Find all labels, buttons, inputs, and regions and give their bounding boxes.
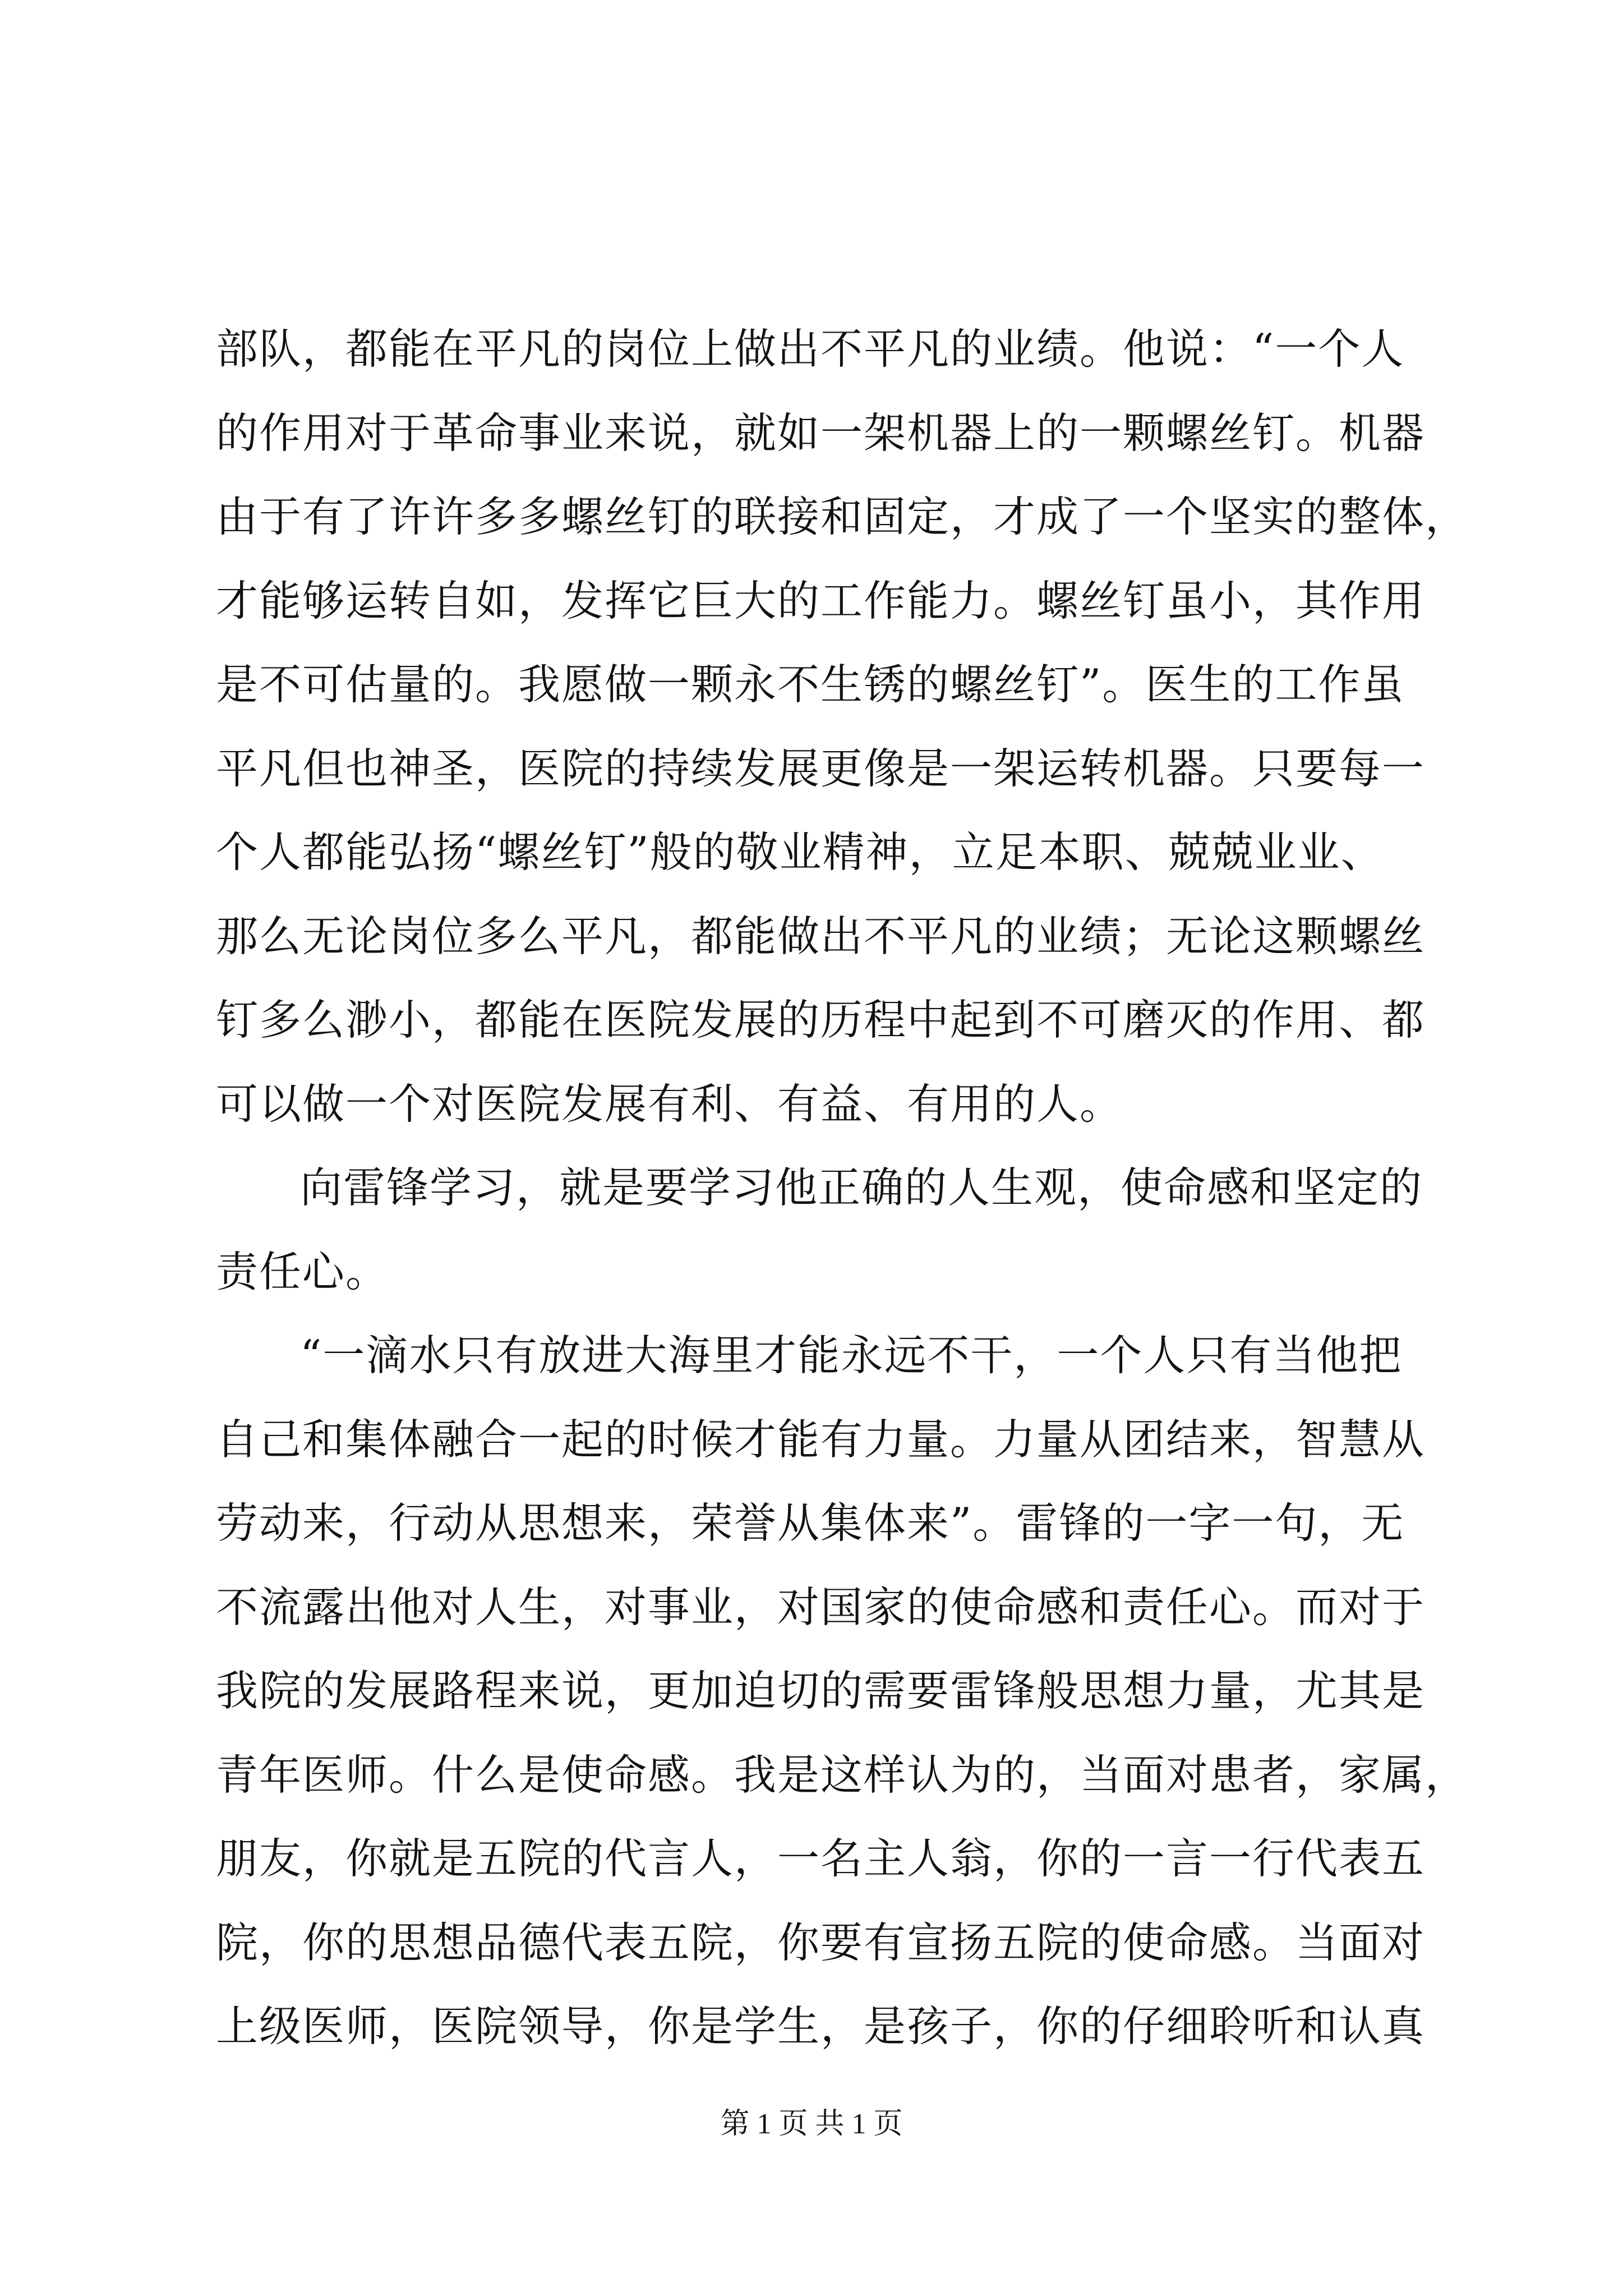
text-line: 那么无论岗位多么平凡，都能做出不平凡的业绩；无论这颗螺丝 bbox=[216, 911, 1426, 961]
text-line: 青年医师。什么是使命感。我是这样认为的，当面对患者，家属， bbox=[216, 1750, 1469, 1800]
document-body bbox=[216, 307, 1469, 2069]
text-line: 上级医师，医院领导，你是学生，是孩子，你的仔细聆听和认真 bbox=[216, 2001, 1426, 2051]
text-line: 责任心。 bbox=[216, 1246, 389, 1296]
text-line: 部队，都能在平凡的岗位上做出不平凡的业绩。他说：“一个人 bbox=[216, 324, 1405, 374]
text-line: 朋友，你就是五院的代言人，一名主人翁，你的一言一行代表五 bbox=[216, 1834, 1426, 1883]
text-line: 不流露出他对人生，对事业，对国家的使命感和责任心。而对于 bbox=[216, 1582, 1426, 1632]
text-line: 自己和集体融合一起的时候才能有力量。力量从团结来，智慧从 bbox=[216, 1414, 1426, 1464]
text-line: 平凡但也神圣，医院的持续发展更像是一架运转机器。只要每一 bbox=[216, 743, 1426, 793]
text-line: 是不可估量的。我愿做一颗永不生锈的螺丝钉”。医生的工作虽 bbox=[216, 660, 1405, 709]
paragraph-first-line: 向雷锋学习，就是要学习他正确的人生观，使命感和坚定的 bbox=[300, 1163, 1423, 1212]
paragraph-first-line: “一滴水只有放进大海里才能永远不干，一个人只有当他把 bbox=[300, 1331, 1403, 1380]
text-line: 钉多么渺小，都能在医院发展的历程中起到不可磨灭的作用、都 bbox=[216, 995, 1426, 1045]
text-line: 个人都能弘扬“螺丝钉”般的敬业精神，立足本职、兢兢业业、 bbox=[216, 827, 1384, 877]
text-line: 由于有了许许多多螺丝钉的联接和固定，才成了一个坚实的整体， bbox=[216, 492, 1469, 541]
text-line: 我院的发展路程来说，更加迫切的需要雷锋般思想力量，尤其是 bbox=[216, 1666, 1426, 1715]
text-line: 可以做一个对医院发展有利、有益、有用的人。 bbox=[216, 1079, 1123, 1129]
text-line: 才能够运转自如，发挥它巨大的工作能力。螺丝钉虽小，其作用 bbox=[216, 576, 1426, 625]
page-number-footer: 第 1 页 共 1 页 bbox=[720, 2108, 903, 2140]
text-line: 劳动来，行动从思想来，荣誉从集体来”。雷锋的一字一句，无 bbox=[216, 1498, 1405, 1548]
text-line: 院，你的思想品德代表五院，你要有宣扬五院的使命感。当面对 bbox=[216, 1917, 1426, 1967]
text-line: 的作用对于革命事业来说，就如一架机器上的一颗螺丝钉。机器 bbox=[216, 408, 1426, 458]
